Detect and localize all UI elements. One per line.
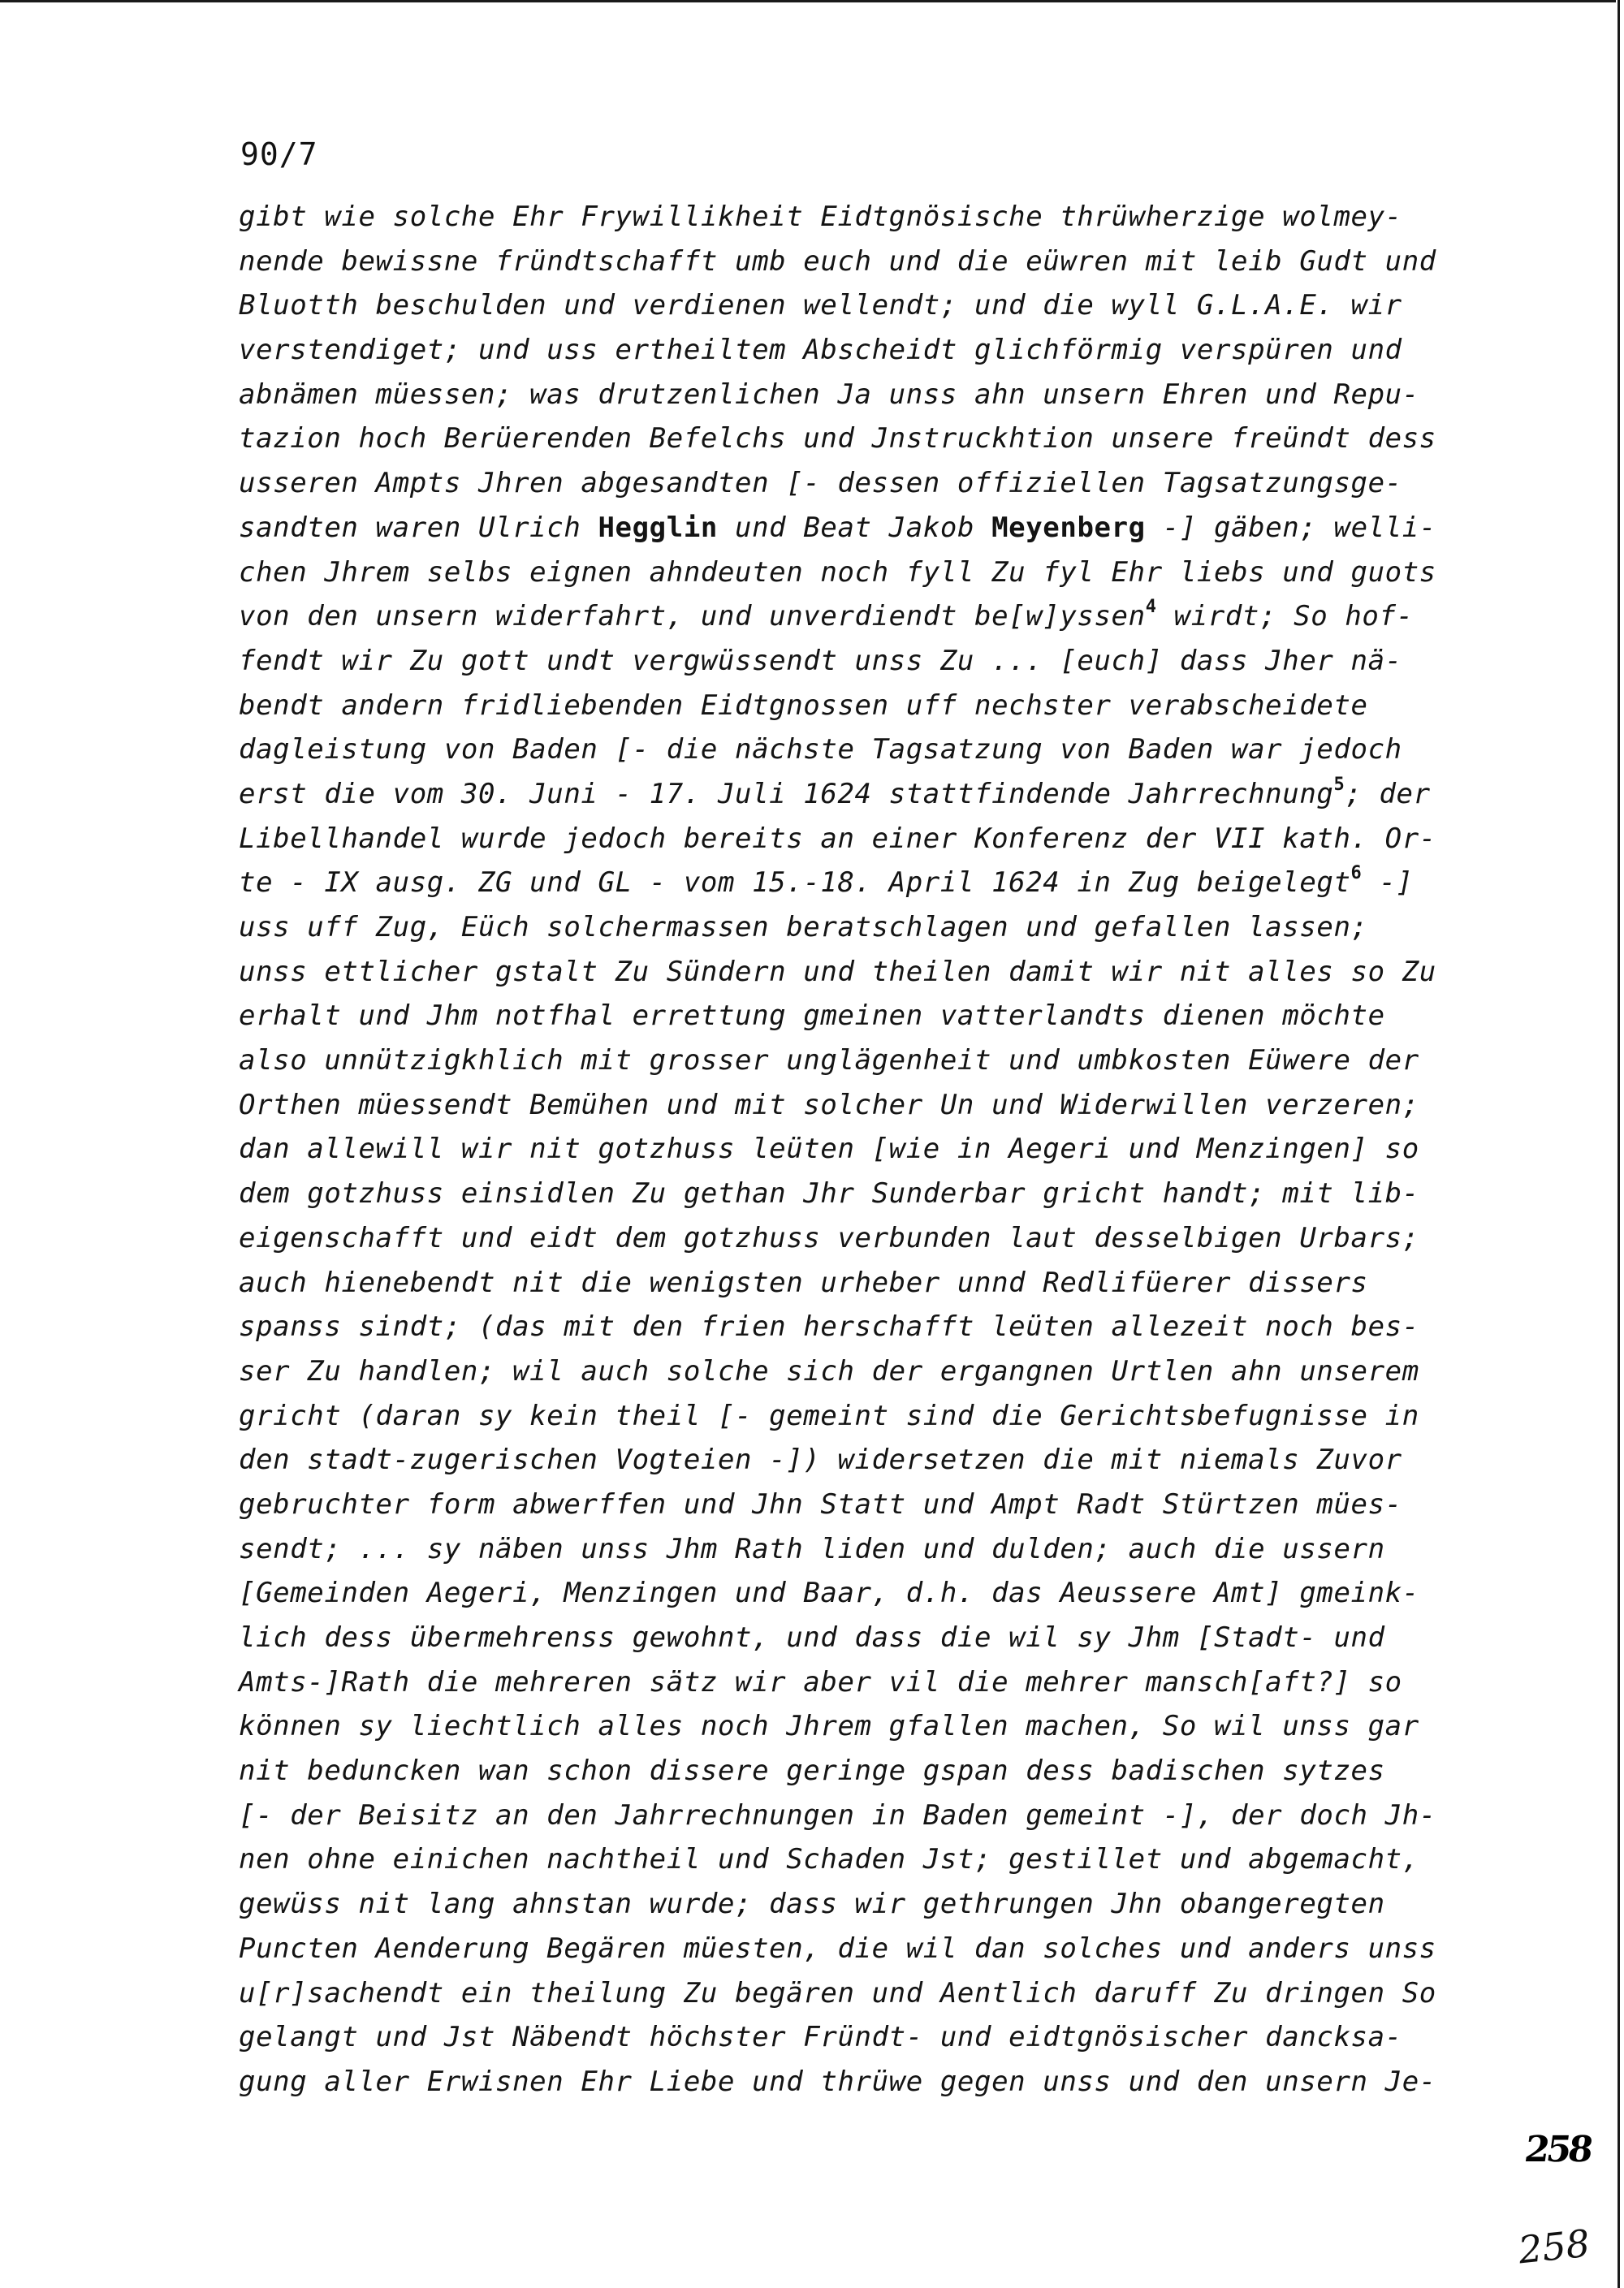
text-line	[239, 1349, 1489, 1394]
page-number: 90/7	[240, 136, 318, 172]
text-run: dan allewill wir nit gotzhuss leüten [wie in Aegeri und Menzingen] so	[239, 1133, 1419, 1166]
text-run: ser Zu handlen; wil auch solche sich der ergangnen Urtlen ahn unserem	[239, 1354, 1419, 1388]
text-run: bendt andern fridliebenden Eidtgnossen uff nechster verabscheidete	[239, 689, 1368, 722]
text-line	[239, 506, 1489, 550]
text-run: sandten waren Ulrich	[239, 511, 598, 544]
text-line	[239, 2015, 1489, 2060]
text-run: unss ettlicher gstalt Zu Sündern und theilen damit wir nit alles so Zu	[239, 955, 1436, 988]
text-line	[239, 1083, 1489, 1128]
text-run: gricht (daran sy kein theil [- gemeint sind die Gerichtsbefugnisse in	[239, 1399, 1419, 1432]
text-run: von den unsern widerfahrt, und unverdiendt be[w]yssen	[239, 600, 1146, 633]
text-run: können sy liechtlich alles noch Jhrem gfallen machen, So wil unss gar	[239, 1710, 1419, 1743]
text-line	[239, 283, 1489, 328]
text-run: erst die vom 30. Juni - 17. Juli 1624 stattfindende Jahrrechnung	[239, 777, 1334, 810]
text-run: -]	[1362, 866, 1414, 900]
text-run: wirdt; So hof-	[1156, 600, 1414, 633]
text-run: usseren Ampts Jhren abgesandten [- dessen offiziellen Tagsatzungsge-	[239, 467, 1402, 500]
text-run: lich dess übermehrenss gewohnt, und dass die wil sy Jhm [Stadt- und	[239, 1621, 1385, 1654]
text-run: -] gäben; welli-	[1145, 511, 1436, 544]
text-run: uss uff Zug, Eüch solchermassen beratschlagen und gefallen lassen;	[239, 911, 1368, 943]
text-run: ; der	[1345, 777, 1431, 810]
text-line	[239, 373, 1489, 417]
text-line	[239, 1704, 1489, 1749]
text-run: abnämen müessen; was drutzenlichen Ja unss ahn unsern Ehren und Repu-	[239, 378, 1419, 411]
text-line	[239, 994, 1489, 1038]
text-line	[239, 240, 1489, 284]
text-run: nende bewissne fründtschafft umb euch und die eüwren mit leib Gudt und	[239, 244, 1436, 278]
text-line	[239, 1971, 1489, 2016]
scan-border-right	[1618, 0, 1620, 2288]
text-line	[239, 1394, 1489, 1439]
text-line	[239, 1882, 1489, 1927]
text-run: [- der Beisitz an den Jahrrechnungen in Baden gemeint -], der doch Jh-	[239, 1798, 1436, 1832]
text-line	[239, 861, 1489, 905]
text-run: gung aller Erwisnen Ehr Liebe und thrüwe gegen unss und den unsern Je-	[239, 2065, 1436, 2098]
text-line	[239, 1571, 1489, 1616]
text-run: dem gotzhuss einsidlen Zu gethan Jhr Sunderbar gricht handt; mit lib-	[239, 1177, 1419, 1211]
text-line	[239, 1660, 1489, 1705]
text-run: Orthen müessendt Bemühen und mit solcher Un und Widerwillen verzeren;	[239, 1088, 1419, 1121]
text-run: Amts-]Rath die mehreren sätz wir aber vil die mehrer mansch[aft?] so	[239, 1665, 1402, 1699]
text-line	[239, 1616, 1489, 1660]
text-run: gibt wie solche Ehr Frywillikheit Eidtgnösische thrüwherzige wolmey-	[239, 201, 1402, 233]
text-line	[239, 1172, 1489, 1216]
text-line	[239, 2060, 1489, 2105]
text-line	[239, 461, 1489, 506]
text-run: u[r]sachendt ein theilung Zu begären und Aentlich daruff Zu dringen So	[239, 1976, 1436, 2010]
text-line	[239, 1794, 1489, 1838]
text-run: gelangt und Jst Näbendt höchster Fründt- und eidtgnösischer dancksa-	[239, 2021, 1402, 2054]
text-run: sendt; ... sy näben unss Jhm Rath liden und dulden; auch die ussern	[239, 1532, 1385, 1565]
text-run: verstendiget; und uss ertheiltem Abscheidt glichförmig verspüren und	[239, 334, 1402, 367]
text-run: also unnützigkhlich mit grosser unglägenheit und umbkosten Eüwere der	[239, 1044, 1419, 1077]
text-line	[239, 1261, 1489, 1306]
text-line	[239, 639, 1489, 684]
text-run: [Gemeinden Aegeri, Menzingen und Baar, d.h. das Aeussere Amt] gmeink-	[239, 1577, 1419, 1610]
text-line	[239, 1438, 1489, 1483]
text-run: gewüss nit lang ahnstan wurde; dass wir gethrungen Jhn obangeregten	[239, 1888, 1385, 1921]
person-name: Hegglin	[598, 511, 718, 544]
text-line	[239, 328, 1489, 373]
text-run: Libellhandel wurde jedoch bereits an einer Konferenz der VII kath. Or-	[239, 822, 1436, 855]
text-run: spanss sindt; (das mit den frien herschafft leüten allezeit noch bes-	[239, 1310, 1419, 1344]
text-line	[239, 417, 1489, 461]
text-run: gebruchter form abwerffen und Jhn Statt und Ampt Radt Stürtzen mües-	[239, 1487, 1402, 1521]
text-line	[239, 1216, 1489, 1261]
text-line	[239, 1038, 1489, 1083]
text-run: Bluotth beschulden und verdienen wellendt; und die wyll G.L.A.E. wir	[239, 289, 1402, 322]
text-line	[239, 772, 1489, 817]
text-run: und Beat Jakob	[717, 511, 992, 544]
transcription-text	[239, 195, 1489, 2105]
archive-page-stamp: 258	[1522, 2129, 1593, 2170]
text-line	[239, 1127, 1489, 1172]
text-run: dagleistung von Baden [- die nächste Tagsatzung von Baden war jedoch	[239, 733, 1402, 766]
text-run: nen ohne einichen nachtheil und Schaden Jst; gestillet und abgemacht,	[239, 1843, 1419, 1876]
text-run: auch hienebendt nit die wenigsten urheber unnd Redlifüerer dissers	[239, 1266, 1368, 1299]
text-run: eigenschafft und eidt dem gotzhuss verbunden laut desselbigen Urbars;	[239, 1221, 1419, 1254]
handwritten-page-number: 258	[1516, 2221, 1592, 2273]
text-line	[239, 905, 1489, 950]
text-run: Puncten Aenderung Begären müesten, die wil dan solches und anders unss	[239, 1932, 1436, 1965]
text-line	[239, 950, 1489, 995]
text-run: erhalt und Jhm notfhal errettung gmeinen vatterlandts dienen möchte	[239, 999, 1385, 1033]
text-line	[239, 1483, 1489, 1527]
footnote-marker: 6	[1350, 862, 1363, 883]
scan-border-top	[0, 0, 1616, 2]
text-line	[239, 1527, 1489, 1572]
text-run: fendt wir Zu gott undt vergwüssendt unss Zu ... [euch] dass Jher nä-	[239, 644, 1402, 677]
text-line	[239, 1749, 1489, 1794]
person-name: Meyenberg	[991, 511, 1146, 544]
text-line	[239, 594, 1489, 639]
text-run: tazion hoch Berüerenden Befelchs und Jnstruckhtion unsere freündt dess	[239, 422, 1436, 455]
text-run: chen Jhrem selbs eignen ahndeuten noch fyll Zu fyl Ehr liebs und guots	[239, 555, 1436, 589]
text-line	[239, 684, 1489, 728]
text-line	[239, 817, 1489, 861]
text-line	[239, 727, 1489, 772]
text-run: nit beduncken wan schon dissere geringe gspan dess badischen sytzes	[239, 1755, 1385, 1788]
text-line	[239, 1837, 1489, 1882]
text-run: te - IX ausg. ZG und GL - vom 15.-18. April 1624 in Zug beigelegt	[239, 866, 1351, 900]
footnote-marker: 4	[1145, 596, 1157, 617]
text-line	[239, 1927, 1489, 1971]
text-line	[239, 1305, 1489, 1349]
text-run: den stadt-zugerischen Vogteien -]) widersetzen die mit niemals Zuvor	[239, 1444, 1402, 1477]
footnote-marker: 5	[1333, 774, 1345, 795]
text-line	[239, 195, 1489, 240]
text-line	[239, 550, 1489, 595]
